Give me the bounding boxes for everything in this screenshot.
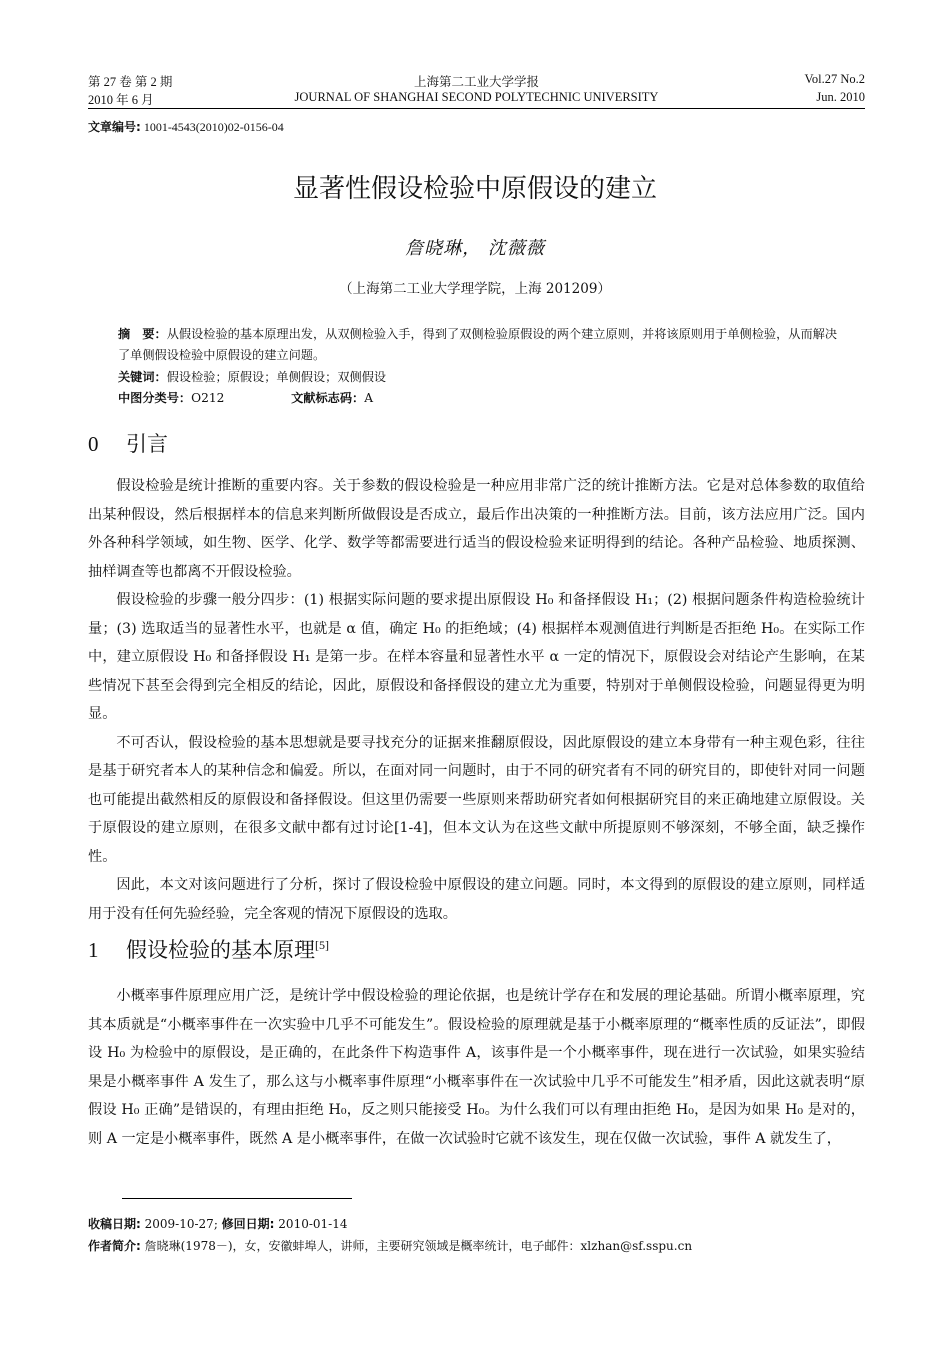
received-date: 2009-10-27;: [140, 1217, 222, 1231]
section-0-title: 引言: [126, 432, 168, 456]
keywords-label: 关键词：: [118, 370, 167, 384]
abstract: [118, 324, 838, 366]
section-1-title: 假设检验的基本原理: [126, 938, 315, 962]
section-1-heading: [88, 934, 329, 964]
keywords-text: 假设检验；原假设；单侧假设；双侧假设: [166, 370, 387, 384]
revised-label: 修回日期:: [221, 1217, 275, 1231]
abstract-label: 摘 要：: [118, 327, 167, 341]
article-number-value: 1001-4543(2010)02-0156-04: [140, 120, 284, 134]
classification-label: 中图分类号：: [118, 391, 192, 405]
section-1-ref: [5]: [315, 938, 329, 952]
footnote-rule: [122, 1198, 352, 1199]
footnote-author: [88, 1235, 865, 1257]
paragraph: 不可否认，假设检验的基本思想就是要寻找充分的证据来推翻原假设，因此原假设的建立本身带有一种主观色彩，往往是基于研究者本人的某种信念和偏爱。所以，在面对同一问题时，由于不同的研究者有不同的研究目的，即使针对同一问题也可能提出截然相反的原假设和备择假设。但这里仍需要一些原则来帮助研究者如何根据研究目的来正确地建立原假设。关于原假设的建立原则，在很多文献中都有过讨论[1-4]，但本文认为在这些文献中所提原则不够深刻，不够全面，缺乏操作性。: [88, 734, 865, 865]
section-0-number: 0: [88, 432, 99, 456]
received-label: 收稿日期:: [88, 1217, 141, 1231]
doc-code-value: A: [364, 391, 374, 405]
footnote-dates: [88, 1213, 865, 1235]
header-volume-issue: 第 27 卷 第 2 期: [88, 75, 173, 89]
doc-code-label: 文献标志码：: [291, 391, 365, 405]
paragraph: 假设检验是统计推断的重要内容。关于参数的假设检验是一种应用非常广泛的统计推断方法。它是对总体参数的取值给出某种假设，然后根据样本的信息来判断所做假设是否成立，最后作出决策的一种推断方法。目前，该方法应用广泛。国内外各种科学领域，如生物、医学、化学、数学等都需要进行适当的假设检验来证明得到的结论。各种产品检验、地质探测、抽样调查等也都离不开假设检验。: [88, 478, 865, 580]
classification: [118, 388, 838, 409]
abstract-text: 从假设检验的基本原理出发，从双侧检验入手，得到了双侧检验原假设的两个建立原则，并将该原则用于单侧检验，从而解决了单侧假设检验中原假设的建立问题。: [118, 327, 838, 362]
paper-title: 显著性假设检验中原假设的建立: [292, 174, 657, 204]
section-1-number: 1: [88, 938, 99, 962]
article-number-label: 文章编号:: [88, 120, 141, 134]
section-0-heading: [88, 428, 168, 458]
author-bio-text: 詹晓琳(1978－)，女，安徽蚌埠人，讲师，主要研究领域是概率统计，电子邮件：xlzhan@sf.sspu.cn: [140, 1239, 693, 1253]
article-number: [88, 118, 284, 135]
affiliation: （上海第二工业大学理学院，上海 201209）: [339, 281, 611, 297]
classification-value: O212: [191, 391, 225, 405]
header-journal-cn: 上海第二工业大学学报: [413, 75, 539, 89]
paragraph: 因此，本文对该问题进行了分析，探讨了假设检验中原假设的建立问题。同时，本文得到的原假设的建立原则，同样适用于没有任何先验经验，完全客观的情况下原假设的选取。: [88, 877, 865, 922]
header-volume-issue-en: Vol.27 No.2: [804, 72, 865, 86]
paragraph: 假设检验的步骤一般分四步：(1) 根据实际问题的要求提出原假设 H₀ 和备择假设 H₁；(2) 根据问题条件构造检验统计量；(3) 选取适当的显著性水平，也就是 α 值，确定 H₀ 的拒绝域；(4) 根据样本观测值进行判断是否拒绝 H₀。在实际工作中，建立原假设 H₀ 和备择假设 H₁ 是第一步。在样本容量和显著性水平 α 一定的情况下，原假设会对结论产生影响，在某些情况下甚至会得到完全相反的结论，因此，原假设和备择假设的建立尤为重要，特别对于单侧假设检验，问题显得更为明显。: [88, 592, 865, 722]
section-1-body: [88, 982, 865, 1153]
header-journal-en: JOURNAL OF SHANGHAI SECOND POLYTECHNIC UNIVERSITY: [294, 90, 659, 104]
section-0-body: [88, 472, 865, 928]
revised-date: 2010-01-14: [274, 1217, 348, 1231]
header-date-en: Jun. 2010: [816, 90, 865, 104]
keywords: [118, 367, 838, 388]
header-date-cn: 2010 年 6 月: [88, 93, 154, 107]
paragraph: 小概率事件原理应用广泛，是统计学中假设检验的理论依据，也是统计学存在和发展的理论基础。所谓小概率原理，究其本质就是“小概率事件在一次实验中几乎不可能发生”。假设检验的原理就是基于小概率原理的“概率性质的反证法”，即假设 H₀ 为检验中的原假设，是正确的，在此条件下构造事件 A，该事件是一个小概率事件，现在进行一次试验，如果实验结果是小概率事件 A 发生了，那么这与小概率事件原理“小概率事件在一次试验中几乎不可能发生”相矛盾，因此这就表明“原假设 H₀ 正确”是错误的，有理由拒绝 H₀，反之则只能接受 H₀。为什么我们可以有理由拒绝 H₀，是因为如果 H₀ 是对的，则 A 一定是小概率事件，既然 A 是小概率事件，在做一次试验时它就不该发生，现在仅做一次试验，事件 A 就发生了，: [88, 988, 865, 1147]
author-bio-label: 作者简介:: [88, 1239, 141, 1253]
header-rule: [88, 108, 865, 109]
authors: 詹晓琳， 沈薇薇: [405, 238, 545, 259]
